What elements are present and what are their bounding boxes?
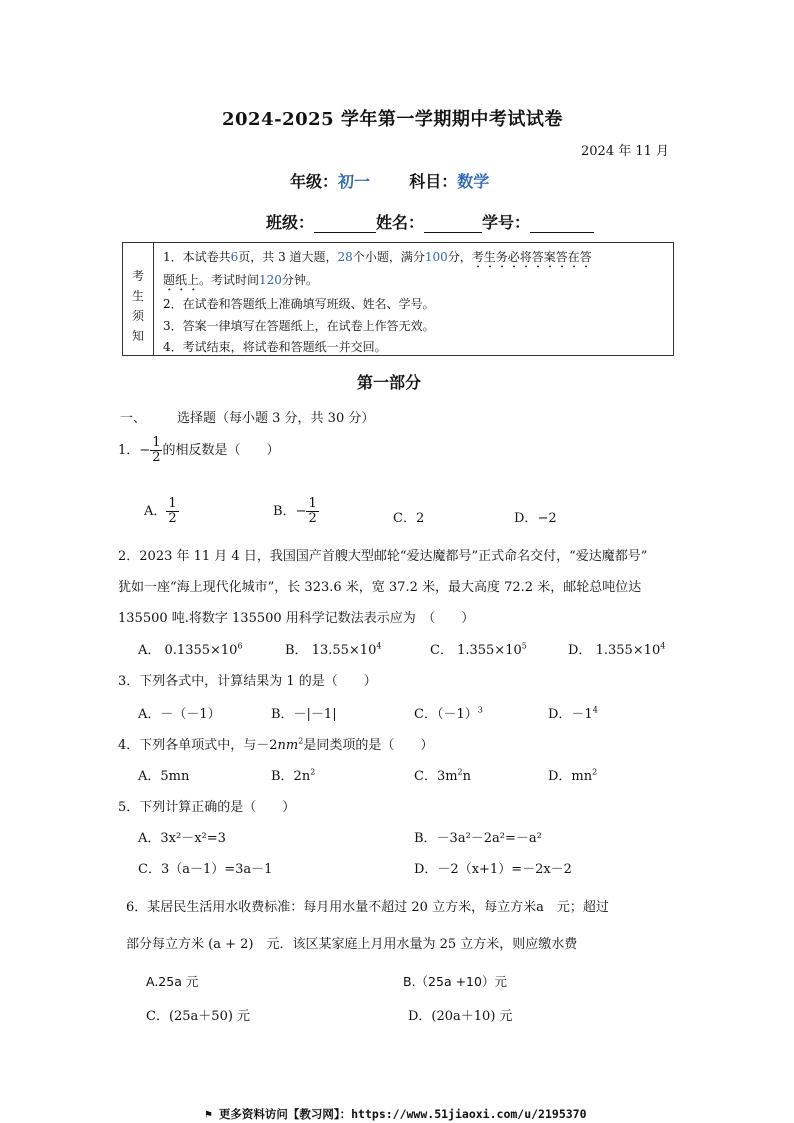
q4-option-a[interactable]: A．5mn [138,769,190,784]
q1-option-d[interactable]: D．−2 [514,511,557,526]
q3-option-d[interactable]: D．$-1^4$ [548,705,598,722]
q5-stem: 5．下列计算正确的是（ ） [118,800,296,815]
footer-link[interactable] [205,1106,587,1122]
side-char: 考 [132,269,145,283]
student-info-line [266,210,594,233]
q3-stem: 3．下列各式中，计算结果为 1 的是（ ） [118,674,377,689]
q4-option-b[interactable]: B．$2n^2$ [271,767,316,784]
q6-line-2: 部分每立方米 (a + 2) 元．该区某家庭上月用水量为 25 立方米，则应缴水费 [126,937,578,952]
q6-line-1: 6．某居民生活用水收费标准：每月用水量不超过 20 立方米，每立方米a 元；超过 [126,900,609,915]
part-title: 第一部分 [357,373,422,392]
q2-line-3: 135500 吨.将数字 135500 用科学记数法表示应为 （ ） [118,611,475,626]
q3-option-b[interactable]: B．－|－1| [271,707,337,722]
q4-option-d[interactable]: D．$mn^2$ [548,767,598,784]
q4-stem: 4．下列各单项式中，与$-2nm^2$是同类项的是（ ） [118,736,434,753]
id-label: 学号： [482,213,531,232]
q3-option-a[interactable]: A．－（－1） [138,707,221,722]
exam-notice-box [122,242,674,356]
notice-line-3: 2．在试卷和答题纸上准确填写班级、姓名、学号。 [163,297,435,311]
name-label: 姓名： [376,213,425,232]
notice-line-5: 4．考试结束，将试卷和答题纸一并交回。 [163,340,387,354]
exam-title: 2024-2025 学年第一学期期中考试试卷 [222,109,563,130]
q3-option-c[interactable]: C．$(-1)^3$ [414,705,483,722]
class-label: 班级： [266,213,315,232]
q2-option-c[interactable]: C． $1.355\times 10^5$ [430,641,527,658]
q6-option-c[interactable]: C．(25a＋50) 元 [146,1009,251,1024]
q5-option-b[interactable]: B．－3a²－2a²=－a² [414,831,542,846]
q4-option-c[interactable]: C．$3m^2n$ [414,767,472,784]
flag-icon: ⚑ [205,1107,212,1121]
q6-option-b[interactable]: B.（25a +10）元 [403,974,507,989]
q1-option-b[interactable]: B．− $\frac{1}{2}$ [273,496,317,526]
q1-option-a[interactable]: A． $\frac{1}{2}$ [144,496,177,526]
section-heading-text: 选择题（每小题 3 分，共 30 分） [177,411,375,426]
grade-value: 初一 [338,172,371,191]
grade-subject-line [290,169,489,192]
notice-line-4: 3．答案一律填写在答题纸上，在试卷上作答无效。 [163,319,435,333]
exam-date: 2024 年 11 月 [581,144,670,159]
grade-label: 年级： [290,172,339,191]
subject-value: 数学 [457,172,490,191]
q2-option-d[interactable]: D． $1.355\times 10^4$ [568,641,666,658]
id-blank[interactable] [530,214,594,233]
side-char: 须 [132,309,145,323]
q5-option-c[interactable]: C．3（a－1）=3a－1 [138,862,273,877]
notice-side-label [123,243,154,355]
side-char: 生 [132,289,145,303]
q2-option-a[interactable]: A． $0.1355\times 10^6$ [138,641,243,658]
q6-option-a[interactable]: A.25a 元 [146,974,199,989]
section-heading-number: 一、 [120,411,147,426]
q6-option-d[interactable]: D．(20a＋10) 元 [408,1009,513,1024]
footer-text: 更多资料访问【教习网】：https://www.51jiaoxi.com/u/2195370 [218,1107,587,1121]
q5-option-a[interactable]: A．3x²－x²=3 [138,831,226,846]
name-blank[interactable] [424,214,482,233]
q5-option-d[interactable]: D．－2（x+1）=－2x－2 [414,862,572,877]
q2-option-b[interactable]: B． $13.55\times 10^4$ [285,641,382,658]
side-char: 知 [132,329,145,343]
q1-option-c[interactable]: C．2 [393,511,425,526]
class-blank[interactable] [314,214,376,233]
q2-line-1: 2．2023 年 11 月 4 日，我国国产首艘大型邮轮“爱达魔都号”正式命名交付，“爱达魔都号” [118,549,648,564]
notice-line-2: 题纸上。考试时间120分钟。 [163,273,318,287]
question-1-stem: 1．− $\frac{1}{2}$ 的相反数是（ ） [118,435,280,465]
q2-line-2: 犹如一座“海上现代化城市”，长 323.6 米，宽 37.2 米，最大高度 72.2 米，邮轮总吨位达 [118,580,642,595]
notice-line-1: 1．本试卷共6页，共 3 道大题，28个小题，满分100分，考生务必将答案答在答 [163,250,592,264]
subject-label: 科目： [409,172,458,191]
